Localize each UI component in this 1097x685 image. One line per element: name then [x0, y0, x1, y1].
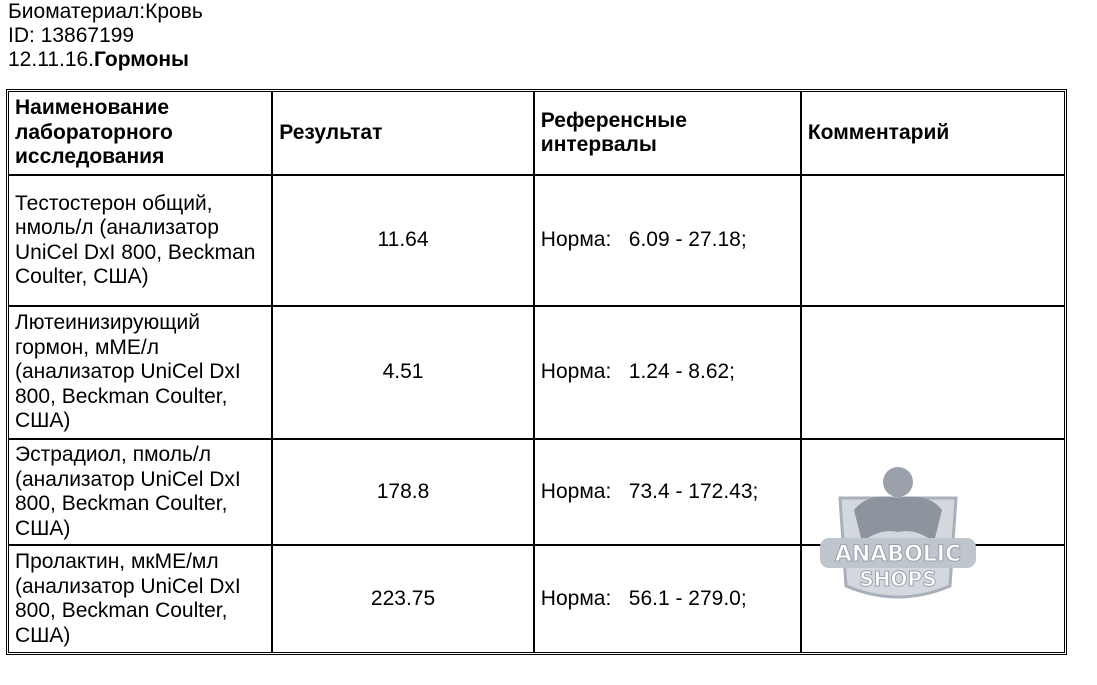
table-header-row	[9, 92, 1064, 176]
document-header	[8, 0, 203, 72]
reference-cell: Норма: 1.24 - 8.62;	[535, 307, 802, 440]
reference-cell: Норма: 73.4 - 172.43;	[535, 440, 802, 546]
test-name-cell: Лютеинизирующий гормон, мМЕ/л (анализатор UniCel DxI 800, Beckman Coulter, США)	[9, 307, 273, 440]
result-cell: 178.8	[273, 440, 535, 546]
watermark-text-line1: ANABOLIC	[834, 542, 962, 567]
result-cell: 4.51	[273, 307, 535, 440]
sample-id: ID: 13867199	[8, 24, 135, 47]
comment-cell	[802, 307, 1064, 440]
test-name-cell: Тестостерон общий, нмоль/л (анализатор UniCel DxI 800, Beckman Coulter, США)	[9, 176, 273, 307]
watermark-text-line2: SHOPS	[859, 567, 937, 591]
col-header-result: Результат	[273, 92, 535, 176]
biomaterial-label: Биоматериал:Кровь	[8, 0, 203, 23]
test-name-cell: Пролактин, мкМЕ/мл (анализатор UniCel DxI 800, Beckman Coulter, США)	[9, 546, 273, 652]
panel-name: Гормоны	[94, 48, 189, 71]
watermark-logo	[818, 458, 978, 608]
test-date: 12.11.16.	[8, 48, 95, 71]
table-row	[9, 307, 1064, 440]
col-header-test-name: Наименование лабораторного исследования	[9, 92, 273, 176]
result-cell: 11.64	[273, 176, 535, 307]
reference-cell: Норма: 56.1 - 279.0;	[535, 546, 802, 652]
col-header-reference: Референсные интервалы	[535, 92, 802, 176]
reference-cell: Норма: 6.09 - 27.18;	[535, 176, 802, 307]
result-cell: 223.75	[273, 546, 535, 652]
watermark-figure-head-icon	[883, 467, 913, 497]
date-panel-line	[8, 48, 203, 72]
table-row	[9, 176, 1064, 307]
comment-cell	[802, 176, 1064, 307]
test-name-cell: Эстрадиол, пмоль/л (анализатор UniCel DxI 800, Beckman Coulter, США)	[9, 440, 273, 546]
col-header-comment: Комментарий	[802, 92, 1064, 176]
